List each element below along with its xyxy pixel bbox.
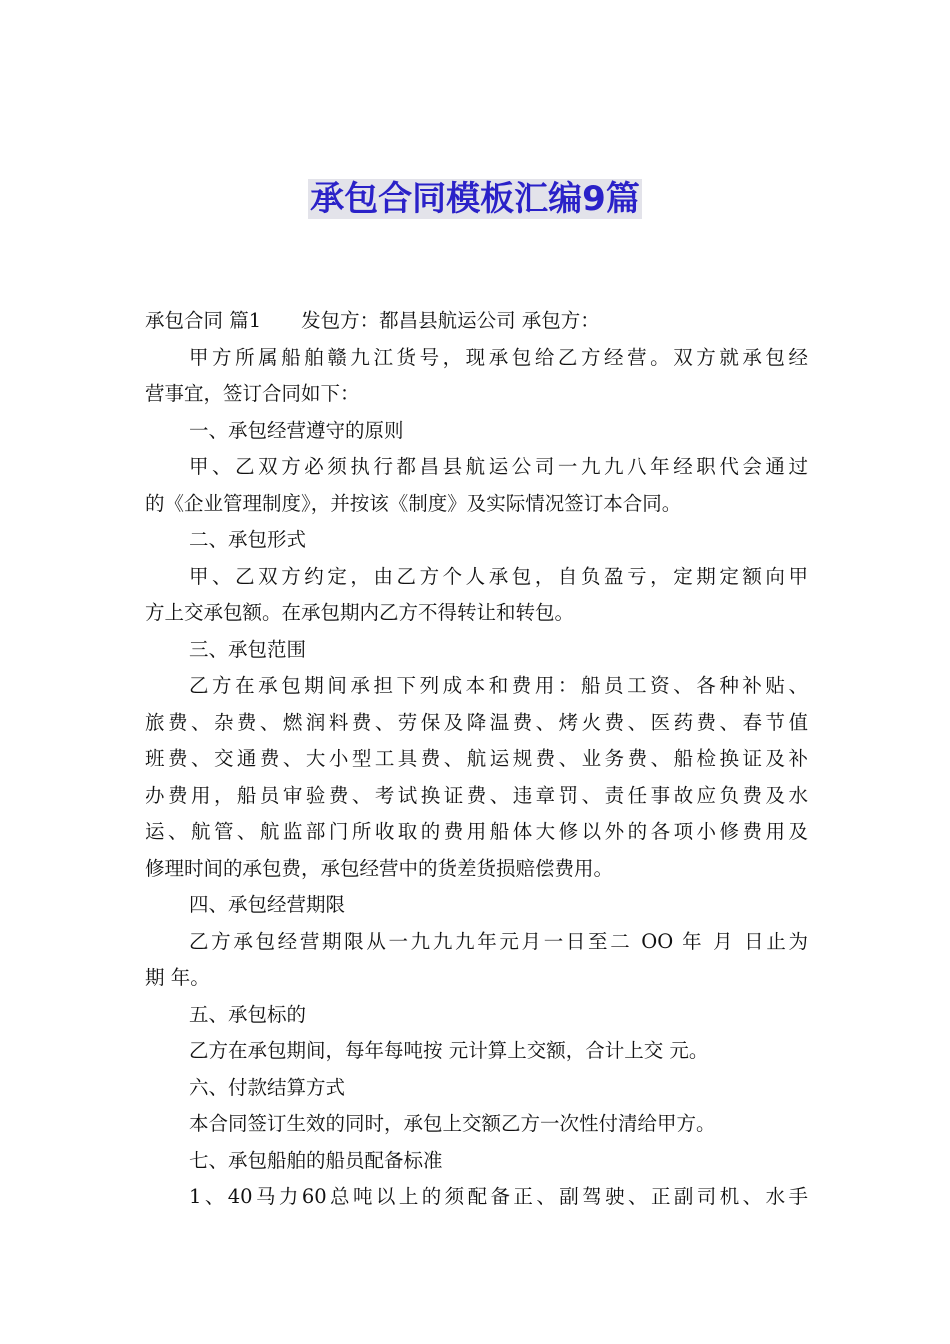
paragraph-line: 甲方所属船舶赣九江货号，现承包给乙方经营。双方就承包经 (189, 345, 808, 369)
contract-header-line (145, 303, 808, 340)
document-body (145, 303, 808, 1216)
paragraph-line: 旅费、杂费、燃润料费、劳保及降温费、烤火费、医药费、春节值 (145, 710, 808, 734)
article-label: 承包合同 篇1 (145, 309, 262, 332)
paragraph-line: 1、40马力60总吨以上的须配备正、副驾驶、正副司机、水手 (189, 1185, 808, 1208)
section-heading: 六、付款结算方式 (189, 1075, 346, 1099)
paragraph-line: 甲、乙双方必须执行都昌县航运公司一九九八年经职代会通过 (189, 455, 808, 478)
paragraph-line: 方上交承包额。在承包期内乙方不得转让和转包。 (145, 601, 575, 624)
paragraph-line: 期 年。 (145, 966, 210, 989)
section-heading: 一、承包经营遵守的原则 (189, 418, 404, 442)
section-heading: 三、承包范围 (189, 637, 307, 661)
document-title (0, 174, 950, 224)
paragraph-line: 班费、交通费、大小型工具费、航运规费、业务费、船检换证及补 (145, 747, 808, 770)
section-heading: 五、承包标的 (189, 1002, 307, 1026)
paragraph-line: 乙方承包经营期限从一九九九年元月一日至二 OO 年 月 日止为 (189, 929, 808, 953)
section-heading: 二、承包形式 (189, 528, 307, 551)
paragraph-line: 的《企业管理制度》，并按该《制度》及实际情况签订本合同。 (145, 491, 682, 515)
paragraph-line: 乙方在承包期间承担下列成本和费用：船员工资、各种补贴、 (189, 674, 808, 697)
section-heading: 四、承包经营期限 (189, 893, 346, 916)
paragraph-line: 修理时间的承包费，承包经营中的货差货损赔偿费用。 (145, 856, 614, 880)
paragraph-line: 营事宜，签订合同如下： (145, 382, 360, 405)
paragraph-line: 办费用，船员审验费、考试换证费、违章罚、责任事故应负费及水 (145, 783, 808, 807)
paragraph-line: 甲、乙双方约定，由乙方个人承包，自负盈亏，定期定额向甲 (189, 564, 808, 588)
parties-text: 发包方：都昌县航运公司 承包方： (301, 309, 600, 332)
paragraph-line: 乙方在承包期间，每年每吨按 元计算上交额，合计上交 元。 (189, 1039, 709, 1062)
section-heading: 七、承包船舶的船员配备标准 (189, 1148, 443, 1172)
paragraph-line: 本合同签订生效的同时，承包上交额乙方一次性付清给甲方。 (189, 1112, 716, 1135)
document-title-text: 承包合同模板汇编9篇 (310, 179, 640, 219)
paragraph-line: 运、航管、航监部门所收取的费用船体大修以外的各项小修费用及 (145, 820, 808, 843)
